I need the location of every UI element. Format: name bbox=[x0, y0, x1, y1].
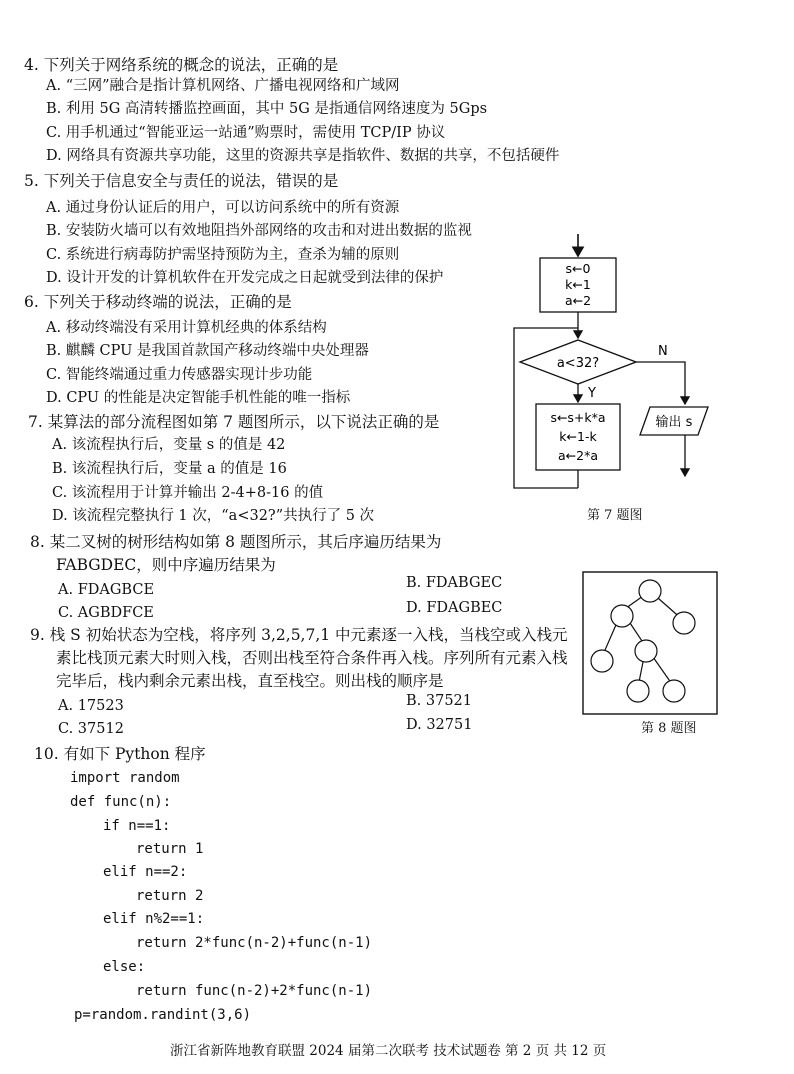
question-7-stem: 7. 某算法的部分流程图如第 7 题图所示，以下说法正确的是 bbox=[28, 413, 440, 431]
tree-node bbox=[611, 605, 633, 627]
question-4-option-d: D. 网络具有资源共享功能，这里的资源共享是指软件、数据的共享，不包括硬件 bbox=[46, 148, 560, 164]
question-6-option-c: C. 智能终端通过重力传感器实现计步功能 bbox=[46, 367, 313, 383]
binary-tree-figure bbox=[582, 571, 718, 715]
question-5-option-c: C. 系统进行病毒防护需坚持预防为主，查杀为辅的原则 bbox=[46, 247, 400, 263]
question-6-option-a: A. 移动终端没有采用计算机经典的体系结构 bbox=[46, 320, 327, 336]
tree-node bbox=[673, 612, 695, 634]
page-footer: 浙江省新阵地教育联盟 2024 届第二次联考 技术试题卷 第 2 页 共 12 页 bbox=[170, 1043, 607, 1059]
flowchart-figure bbox=[500, 232, 710, 508]
question-8-stem-line2: FABGDEC，则中序遍历结果为 bbox=[56, 556, 276, 574]
question-8-option-c: C. AGBDFCE bbox=[58, 605, 154, 621]
code-line: if n==1: bbox=[103, 818, 171, 834]
code-line: else: bbox=[103, 959, 146, 975]
code-line: return 2*func(n-2)+func(n-1) bbox=[136, 935, 373, 951]
question-5-stem: 5. 下列关于信息安全与责任的说法，错误的是 bbox=[24, 172, 339, 190]
flowchart-body-a: a←2*a bbox=[558, 448, 598, 463]
code-line: import random bbox=[70, 770, 180, 786]
question-9-option-d: D. 32751 bbox=[406, 717, 473, 733]
question-9-option-a: A. 17523 bbox=[58, 698, 124, 714]
question-9-option-b: B. 37521 bbox=[406, 693, 473, 709]
flowchart-body-k: k←1-k bbox=[559, 429, 597, 444]
question-7-option-c: C. 该流程用于计算并输出 2-4+8-16 的值 bbox=[52, 485, 324, 501]
flowchart-yes-label: Y bbox=[588, 386, 596, 401]
tree-node bbox=[639, 580, 661, 602]
question-5-option-b: B. 安装防火墙可以有效地阻挡外部网络的攻击和对进出数据的监视 bbox=[46, 223, 472, 239]
question-4-option-c: C. 用手机通过“智能亚运一站通”购票时，需使用 TCP/IP 协议 bbox=[46, 125, 446, 141]
flowchart-init-a: a←2 bbox=[564, 293, 592, 308]
question-9-stem-line3: 完毕后，栈内剩余元素出栈，直至栈空。则出栈的顺序是 bbox=[56, 672, 444, 690]
code-line: def func(n): bbox=[70, 794, 172, 810]
question-6-option-d: D. CPU 的性能是决定智能手机性能的唯一指标 bbox=[46, 390, 351, 406]
question-5-option-d: D. 设计开发的计算机软件在开发完成之日起就受到法律的保护 bbox=[46, 270, 444, 286]
question-9-stem-line2: 素比栈顶元素大时则入栈，否则出栈至符合条件再入栈。序列所有元素入栈 bbox=[56, 649, 568, 667]
question-9-option-c: C. 37512 bbox=[58, 721, 124, 737]
code-line: p=random.randint(3,6) bbox=[74, 1007, 252, 1023]
question-8-option-d: D. FDAGBEC bbox=[406, 600, 503, 616]
tree-node bbox=[627, 680, 649, 702]
tree-node bbox=[663, 680, 685, 702]
flowchart-body-s: s←s+k*a bbox=[550, 410, 606, 425]
question-7-option-d: D. 该流程完整执行 1 次，“a<32?”共执行了 5 次 bbox=[52, 508, 375, 524]
tree-node bbox=[635, 640, 657, 662]
code-line: return 2 bbox=[136, 888, 204, 904]
flowchart-init-s: s←0 bbox=[565, 261, 591, 276]
question-10-stem: 10. 有如下 Python 程序 bbox=[34, 745, 206, 763]
tree-node bbox=[591, 650, 613, 672]
question-4-stem: 4. 下列关于网络系统的概念的说法，正确的是 bbox=[24, 56, 339, 74]
code-line: elif n==2: bbox=[103, 864, 188, 880]
question-8-option-a: A. FDAGBCE bbox=[58, 582, 155, 598]
question-4-option-b: B. 利用 5G 高清转播监控画面，其中 5G 是指通信网络速度为 5Gps bbox=[46, 101, 488, 117]
figure-8-caption: 第 8 题图 bbox=[641, 721, 697, 736]
question-5-option-a: A. 通过身份认证后的用户，可以访问系统中的所有资源 bbox=[46, 200, 400, 216]
flowchart-output-label: 输出 s bbox=[655, 415, 693, 430]
question-8-stem-line1: 8. 某二叉树的树形结构如第 8 题图所示，其后序遍历结果为 bbox=[30, 533, 442, 551]
figure-7-caption: 第 7 题图 bbox=[587, 508, 643, 523]
question-6-option-b: B. 麒麟 CPU 是我国首款国产移动终端中央处理器 bbox=[46, 343, 369, 359]
flowchart-init-k: k←1 bbox=[565, 277, 591, 292]
question-4-option-a: A. “三网”融合是指计算机网络、广播电视网络和广域网 bbox=[46, 78, 400, 94]
question-7-option-b: B. 该流程执行后，变量 a 的值是 16 bbox=[52, 461, 287, 477]
code-line: return 1 bbox=[136, 841, 204, 857]
code-line: return func(n-2)+2*func(n-1) bbox=[136, 983, 373, 999]
flowchart-no-label: N bbox=[658, 344, 668, 359]
code-line: elif n%2==1: bbox=[103, 911, 205, 927]
question-7-option-a: A. 该流程执行后，变量 s 的值是 42 bbox=[52, 437, 286, 453]
question-6-stem: 6. 下列关于移动终端的说法，正确的是 bbox=[24, 293, 292, 311]
flowchart-condition: a<32? bbox=[556, 356, 600, 371]
question-9-stem-line1: 9. 栈 S 初始状态为空栈，将序列 3,2,5,7,1 中元素逐一入栈，当栈空或入栈元 bbox=[30, 626, 568, 644]
question-8-option-b: B. FDABGEC bbox=[406, 575, 503, 591]
